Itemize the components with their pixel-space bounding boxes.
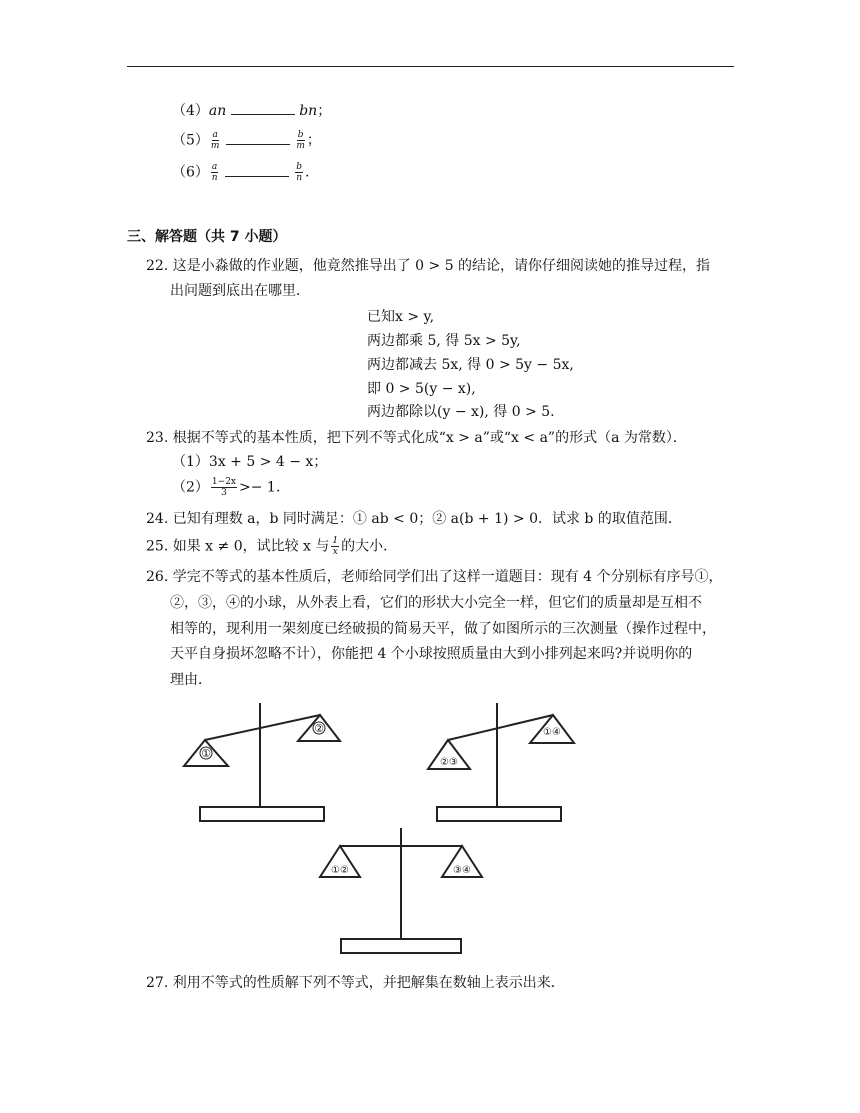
fraction: $\frac{1}{x}$ [332, 536, 339, 557]
fraction-left: $\frac{a}{m}$ [210, 130, 220, 151]
q22-step-5: 两边都除以(y − x), 得 0 > 5. [367, 404, 555, 420]
expr-right: bn [299, 103, 318, 119]
punct: ； [306, 132, 321, 149]
balance-2-right-label: ①④ [543, 727, 561, 738]
expr-left: an [208, 103, 227, 119]
q22-step-3: 两边都减去 5x, 得 0 > 5y − 5x, [367, 357, 574, 373]
q22-step-1: 已知x > y, [367, 309, 435, 325]
header-rule [127, 66, 734, 67]
balance-1-left-label: ① [201, 747, 211, 760]
punct: . [304, 164, 310, 181]
q23-line1: 23. 根据不等式的基本性质，把下列不等式化成“x > a”或“x < a”的形式（a 为常数）． [146, 430, 687, 446]
balance-3-right-label: ③④ [453, 865, 471, 876]
q26-line2: ②，③，④的小球，从外表上看，它们的形状大小完全一样，但它们的质量却是互相不 [170, 595, 702, 611]
fraction-right: $\frac{b}{m}$ [296, 130, 305, 151]
q22-line2: 出问题到底出在哪里． [170, 283, 310, 299]
fraction-left: $\frac{a}{n}$ [211, 162, 218, 183]
fraction: $\frac{1-2x}{3}$ [211, 477, 236, 498]
answer-blank[interactable] [225, 164, 289, 177]
fraction-right: $\frac{b}{n}$ [296, 162, 302, 183]
q22-line1: 22. 这是小淼做的作业题，他竟然推导出了 0 > 5 的结论，请你仔细阅读她的推导过程，指 [146, 258, 711, 274]
item-number: （4） [172, 103, 209, 119]
punct: ； [317, 103, 332, 119]
balance-2-left-label: ②③ [440, 757, 458, 768]
item-number: （6） [172, 164, 209, 181]
fill-item-4 [172, 101, 331, 121]
q22-step-4: 即 0 > 5(y − x), [367, 381, 476, 397]
balance-figure [180, 695, 700, 965]
q26-line5: 理由． [170, 672, 212, 688]
section-title: 三、解答题（共 7 小题） [127, 229, 287, 245]
q26-line4: 天平自身损坏忽略不计），你能把 4 个小球按照质量由大到小排列起来吗?并说明你的 [170, 646, 693, 662]
answer-blank[interactable] [231, 102, 295, 115]
q27: 27. 利用不等式的性质解下列不等式，并把解集在数轴上表示出来． [146, 975, 565, 991]
q23-sub1: （1）3x + 5 > 4 − x； [172, 454, 328, 470]
balance-3-left-label: ①② [331, 865, 349, 876]
q22-step-2: 两边都乘 5, 得 5x > 5y, [367, 333, 521, 349]
fill-item-6 [172, 162, 309, 183]
answer-blank[interactable] [226, 132, 290, 145]
fill-item-5 [172, 130, 321, 151]
balance-1 [184, 703, 340, 821]
q25: 25. 如果 x ≠ 0，试比较 x 与 $\frac{1}{x}$ 的大小． [146, 536, 398, 557]
balance-3 [320, 828, 482, 953]
q26-line1: 26. 学完不等式的基本性质后，老师给同学们出了这样一道题目：现有 4 个分别标有序号①， [146, 569, 723, 585]
q23-sub2: （2） $\frac{1-2x}{3}$ >− 1. [172, 477, 281, 498]
item-number: （5） [172, 132, 209, 149]
q24: 24. 已知有理数 a，b 同时满足：① ab < 0；② a(b + 1) > 0．试求 b 的取值范围． [146, 511, 682, 527]
q26-line3: 相等的，现利用一架刻度已经破损的简易天平，做了如图所示的三次测量（操作过程中， [170, 621, 716, 637]
balance-1-right-label: ② [314, 722, 324, 735]
